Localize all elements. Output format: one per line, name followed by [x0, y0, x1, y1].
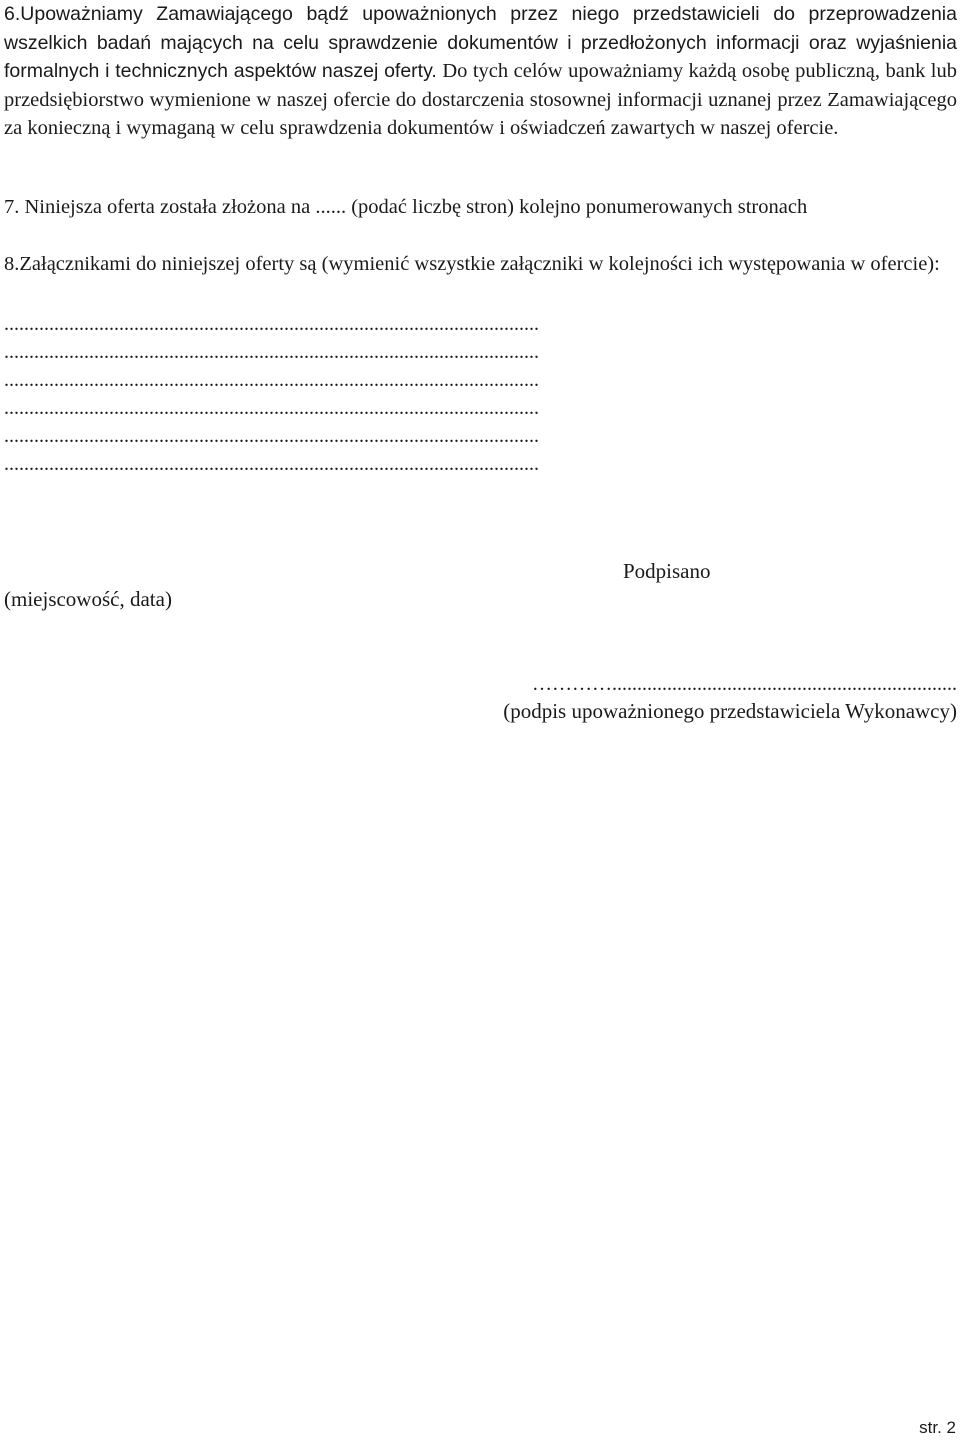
paragraph-7: 7. Niniejsza oferta została złożona na ...... (podać liczbę stron) kolejno ponumerowanych stronach — [4, 196, 808, 218]
attachment-line: ........................................................................................................... — [4, 369, 539, 391]
paragraph-6-lead: Upoważniamy Zamawiającego bądź upoważnionych przez niego przedstawicieli do przeprowadzenia wszelkich badań mających na celu sprawdzenie dokumentów i przedłożonych informacji oraz wyjaśnienia formalnych i technicznych aspektów naszej oferty. — [4, 3, 957, 82]
page-number: str. 2 — [919, 1418, 956, 1437]
attachment-line: ........................................................................................................... — [4, 453, 539, 475]
paragraph-6-number: 6. — [4, 3, 21, 25]
paragraph-6 — [4, 0, 957, 143]
attachment-line: ........................................................................................................... — [4, 313, 539, 335]
signature-caption: (podpis upoważnionego przedstawiciela Wykonawcy) — [503, 699, 957, 723]
attachment-line: ........................................................................................................... — [4, 397, 539, 419]
attachment-line: ........................................................................................................... — [4, 425, 539, 447]
place-date-label: (miejscowość, data) — [4, 587, 172, 611]
signature-line: …………..................................................................... — [532, 673, 957, 695]
paragraph-8: 8.Załącznikami do niniejszej oferty są (wymienić wszystkie załączniki w kolejności ich występowania w ofercie): — [4, 253, 940, 275]
signed-label: Podpisano — [623, 559, 711, 583]
paragraph-6-rest: Do tych celów upoważniamy każdą osobę publiczną, bank lub przedsiębiorstwo wymienione w naszej ofercie do dostarczenia stosownej informacji uznanej przez Zamawiającego za konieczną i wymaganą w celu sprawdzenia dokumentów i oświadczeń zawartych w naszej ofercie. — [4, 60, 957, 139]
attachment-line: ........................................................................................................... — [4, 341, 539, 363]
